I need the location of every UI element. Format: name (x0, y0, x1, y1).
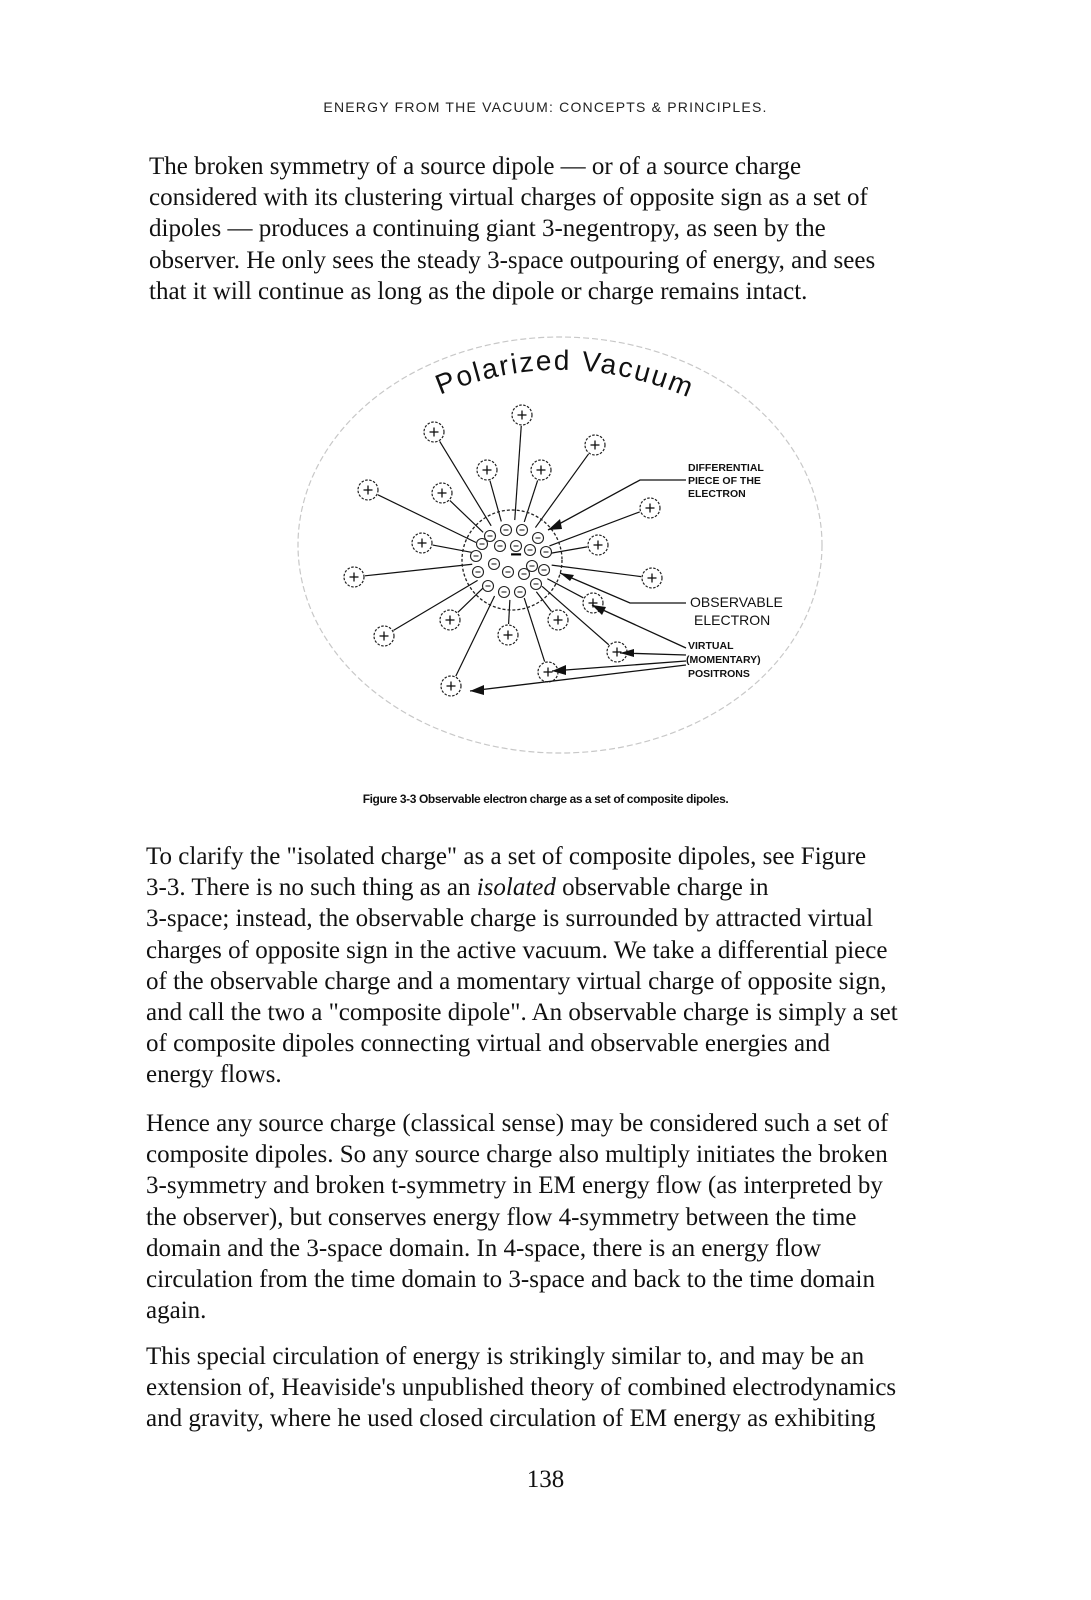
paragraph-2 (146, 841, 996, 1091)
electron-piece (517, 525, 528, 536)
text-line: of the observable charge and a momentary virtual charge of opposite sign, (146, 967, 887, 995)
electron-piece (519, 569, 530, 580)
positron-marker (441, 676, 461, 696)
positron-marker (477, 460, 497, 480)
paragraph-1 (149, 151, 999, 307)
positron-marker (585, 435, 605, 455)
figure-caption: Figure 3-3 Observable electron charge as a set of composite dipoles. (362, 792, 729, 806)
positron-marker (640, 498, 660, 518)
positron-marker (498, 625, 518, 645)
text-line: dipoles — produces a continuing giant 3-negentropy, as seen by the (149, 215, 826, 243)
dipole-line (524, 480, 537, 521)
svg-text:DIFFERENTIAL: DIFFERENTIAL (688, 462, 764, 474)
dipole-line (551, 547, 587, 553)
positron-marker (548, 610, 568, 630)
running-head: ENERGY FROM THE VACUUM: CONCEPTS & PRINCIPLES. (323, 99, 768, 115)
positron-marker (374, 626, 394, 646)
text-line: and gravity, where he used closed circulation of EM energy as exhibiting (146, 1405, 876, 1433)
text-line: Hence any source charge (classical sense) may be considered such a set of (146, 1110, 889, 1137)
text-line: extension of, Heaviside's unpublished theory of combined electrodynamics (146, 1374, 897, 1402)
text-line: and call the two a "composite dipole". An observable charge is simply a set (146, 999, 898, 1027)
emphasis-isolated: isolated (476, 874, 556, 902)
dipole-line (515, 426, 521, 520)
electron-piece (499, 587, 510, 598)
dipole-line (458, 588, 483, 613)
positron-marker (412, 533, 432, 553)
figure-diagram (290, 335, 850, 765)
electron-piece (539, 565, 550, 576)
text-line: of composite dipoles connecting virtual and observable energies and (146, 1030, 831, 1058)
figure-heading: Polarized Vacuum (431, 344, 700, 404)
text-line: considered with its clustering virtual charges of opposite sign as a set of (149, 184, 868, 212)
paragraph-4 (146, 1341, 996, 1435)
dipole-line (440, 441, 491, 525)
electron-piece (525, 545, 536, 556)
electron-piece (495, 541, 506, 552)
electron-minus-sign: − (510, 544, 522, 566)
text-line: circulation from the time domain to 3-space and back to the time domain (146, 1266, 875, 1294)
text-line: The broken symmetry of a source dipole — or of a source charge (149, 153, 802, 180)
text-line: composite dipoles. So any source charge also multiply initiates the broken (146, 1141, 888, 1169)
text-line: 3-space; instead, the observable charge is surrounded by attracted virtual (146, 905, 874, 933)
svg-text:OBSERVABLE: OBSERVABLE (690, 594, 783, 610)
dipole-line (509, 600, 510, 624)
text-line: To clarify the "isolated charge" as a set of composite dipoles, see Figure (146, 843, 867, 870)
svg-text:ELECTRON: ELECTRON (688, 488, 746, 500)
text-line: This special circulation of energy is strikingly similar to, and may be an (146, 1343, 865, 1370)
electron-piece (531, 579, 542, 590)
text-line: 3-symmetry and broken t-symmetry in EM energy flow (as interpreted by (146, 1172, 883, 1200)
positron-marker (358, 480, 378, 500)
dipole-line (365, 564, 472, 576)
text-run: 3-3. There is no such thing as an (146, 874, 477, 902)
electron-piece (473, 567, 484, 578)
svg-text:POSITRONS: POSITRONS (688, 668, 750, 680)
text-line: the observer), but conserves energy flow 4-symmetry between the time (146, 1203, 857, 1231)
positron-marker (588, 535, 608, 555)
polarized-vacuum-figure (290, 335, 850, 765)
text-line: energy flows. (146, 1061, 282, 1089)
vacuum-boundary (298, 337, 822, 753)
positron-marker (424, 422, 444, 442)
differential-label (688, 462, 764, 500)
svg-text:PIECE OF THE: PIECE OF THE (688, 475, 761, 487)
svg-text:ELECTRON: ELECTRON (694, 612, 771, 628)
electron-piece (477, 539, 488, 550)
observable-label (690, 594, 783, 628)
electron-piece (501, 525, 512, 536)
paragraph-3 (146, 1108, 996, 1326)
electron-piece (515, 587, 526, 598)
electron-piece (471, 551, 482, 562)
positron-marker (440, 610, 460, 630)
electron-piece (541, 547, 552, 558)
text-line: domain and the 3-space domain. In 4-space, there is an energy flow (146, 1234, 821, 1262)
electron-piece (489, 559, 500, 570)
svg-text:(MOMENTARY): (MOMENTARY) (686, 654, 761, 666)
dipole-line (490, 481, 501, 522)
dipole-line (433, 545, 473, 553)
page-number: 138 (526, 1466, 565, 1493)
positron-marker (531, 460, 551, 480)
dipole-line (536, 592, 551, 612)
positron-marker (538, 662, 558, 682)
text-line: again. (146, 1297, 207, 1325)
svg-text:VIRTUAL: VIRTUAL (688, 640, 734, 652)
text-line: observer. He only sees the steady 3-space outpouring of energy, and sees (149, 246, 876, 274)
text-line: that it will continue as long as the dipole or charge remains intact. (149, 277, 808, 305)
positron-marker (512, 405, 532, 425)
electron-piece (483, 581, 494, 592)
positron-marker (642, 568, 662, 588)
positron-marker (432, 483, 452, 503)
virtual-label (686, 640, 761, 680)
electron-piece (533, 533, 544, 544)
text-line (146, 872, 996, 903)
text-line: charges of opposite sign in the active vacuum. We take a differential piece (146, 936, 888, 964)
positron-marker (344, 567, 364, 587)
electron-piece (503, 567, 514, 578)
text-run: observable charge in (555, 874, 769, 902)
